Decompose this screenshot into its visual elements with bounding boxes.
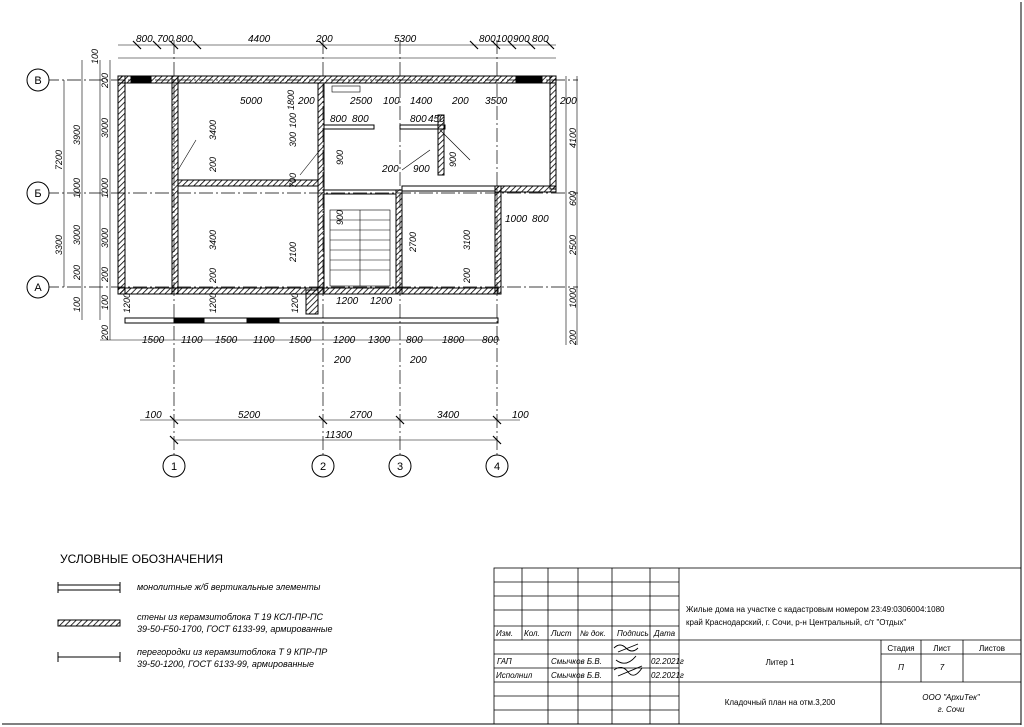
dim-label: 1200 (336, 296, 359, 307)
dim-label: 800 (482, 335, 499, 346)
dim-label: 200 (208, 267, 218, 283)
dim-label: 200 (208, 156, 218, 172)
legend (58, 552, 333, 669)
svg-text:4: 4 (493, 461, 501, 473)
bottom-dimensions (142, 335, 529, 441)
dim-label: 3900 (72, 124, 82, 145)
stamp-role: ГАП (497, 657, 512, 666)
dim-label: 200 (462, 267, 472, 283)
stamp-header-cell: № док. (580, 629, 606, 638)
dim-label: 900 (335, 209, 345, 225)
dim-label: 4100 (568, 127, 578, 148)
company-name: ООО "АрхиТек" (922, 693, 980, 702)
axis-marker-2 (312, 455, 334, 477)
dim-label: 800 (330, 114, 347, 125)
dim-label: 3000 (72, 224, 82, 245)
dim-label: 1300 (368, 335, 391, 346)
dim-label: 300 (288, 131, 298, 147)
legend-item-monolithic (58, 582, 321, 593)
dim-label: 1200 (208, 292, 218, 313)
legend-item-text: 39-50-1200, ГОСТ 6133-99, армированные (137, 659, 314, 669)
dim-label: 600 (568, 190, 578, 206)
dim-label: 1500 (142, 335, 165, 346)
legend-item-text: стены из керамзитоблока Т 19 КСЛ-ПР-ПС (137, 612, 324, 622)
dim-label: 800 (136, 34, 153, 45)
interior-dimensions (122, 90, 549, 313)
svg-text:1: 1 (170, 461, 178, 473)
dim-label: 200 (100, 72, 110, 88)
svg-text:2: 2 (319, 461, 327, 473)
project-title-line1: Жилые дома на участке с кадастровым номером 23:49:0306004:1080 (686, 605, 945, 614)
dim-label: 1200 (333, 335, 356, 346)
legend-item-partitions (58, 647, 327, 669)
dim-label: 1000 (100, 177, 110, 198)
dim-label: 1000 (505, 214, 528, 225)
svg-text:Б: Б (34, 188, 42, 200)
dim-label: 100 (288, 112, 298, 128)
dim-label: 200 (452, 96, 469, 107)
dim-label: 3400 (437, 410, 460, 421)
legend-title: УСЛОВНЫЕ ОБОЗНАЧЕНИЯ (60, 552, 224, 566)
dim-label: 11300 (325, 430, 353, 441)
dim-label: 1100 (253, 335, 275, 346)
dim-label: 900 (335, 149, 345, 165)
dim-label: 2500 (568, 234, 578, 255)
project-title-line2: край Краснодарский, г. Сочи, р-н Центральный, с/т "Отдых" (686, 618, 907, 627)
axis-marker-3 (389, 455, 411, 477)
dim-label: 100 (512, 410, 529, 421)
stamp-header-cell: Изм. (496, 629, 514, 638)
object-name: Литер 1 (765, 658, 795, 667)
dim-label: 3000 (100, 117, 110, 138)
sheet-title: Кладочный план на отм.3,200 (724, 698, 836, 707)
dim-label: 800 (410, 114, 427, 125)
stamp-header-cell: Лист (551, 629, 572, 638)
dim-label: 1800 (286, 89, 296, 110)
top-dimensions (136, 34, 549, 45)
axis-marker-4 (486, 455, 508, 477)
dim-label: 900 (413, 164, 430, 175)
sheet-label: Лист (933, 644, 951, 653)
company-city: г. Сочи (937, 705, 965, 714)
dim-label: 100 (383, 96, 400, 107)
dim-label: 100 (496, 34, 513, 45)
stage-label: Стадия (887, 644, 915, 653)
dim-label: 1200 (122, 292, 132, 313)
sheet-value: 7 (939, 663, 945, 672)
axis-marker-b (27, 182, 49, 204)
axis-marker-v (27, 69, 49, 91)
dim-label: 200 (100, 266, 110, 282)
dim-label: 200 (298, 96, 315, 107)
legend-item-text: перегородки из керамзитоблока Т 9 КПР-ПР (137, 647, 328, 657)
dim-label: 100 (90, 48, 100, 64)
dim-label: 200 (100, 324, 110, 340)
svg-text:В: В (34, 75, 42, 87)
dim-label: 200 (568, 329, 578, 345)
dim-label: 1000 (568, 287, 578, 308)
dim-label: 200 (72, 264, 82, 280)
dim-label: 200 (410, 355, 427, 366)
dim-label: 450 (428, 114, 445, 125)
dim-label: 1800 (442, 335, 465, 346)
stamp-header-cell: Дата (654, 629, 676, 638)
dim-label: 2700 (350, 410, 373, 421)
dim-label: 2700 (408, 231, 418, 252)
stage-value: П (898, 663, 904, 672)
dim-label: 3500 (485, 96, 508, 107)
stamp-date: 02.2021г (651, 671, 684, 680)
legend-item-text: монолитные ж/б вертикальные элементы (137, 582, 321, 592)
dim-label: 800 (176, 34, 193, 45)
sheets-label: Листов (979, 644, 1005, 653)
stamp-date: 02.2021г (651, 657, 684, 666)
axis-marker-1 (163, 455, 185, 477)
dim-label: 200 (560, 96, 577, 107)
dim-label: 100 (72, 296, 82, 312)
dim-label: 800 (532, 214, 549, 225)
dim-label: 700 (157, 34, 174, 45)
dim-label: 900 (513, 34, 530, 45)
dim-label: 7200 (54, 149, 64, 170)
stamp-role: Исполнил (496, 671, 533, 680)
dim-label: 800 (479, 34, 496, 45)
dim-label: 1200 (370, 296, 393, 307)
stamp-name: Смычков Б.В. (551, 671, 602, 680)
dim-label: 200 (334, 355, 351, 366)
dim-label: 100 (145, 410, 162, 421)
dim-label: 1400 (410, 96, 433, 107)
stamp-header-cell: Подпись (617, 629, 649, 638)
dim-label: 200 (382, 164, 399, 175)
dim-label: 1500 (289, 335, 312, 346)
legend-item-text: 39-50-F50-1700, ГОСТ 6133-99, армированные (137, 624, 333, 634)
title-block-text (496, 605, 1005, 714)
dim-label: 1200 (290, 292, 300, 313)
dim-label: 900 (448, 151, 458, 167)
dim-label: 3400 (208, 229, 218, 250)
dim-label: 100 (100, 294, 110, 310)
dim-label: 2500 (350, 96, 373, 107)
stamp-header-cell: Кол. (524, 629, 540, 638)
dim-label: 5300 (394, 34, 417, 45)
dim-label: 800 (406, 335, 423, 346)
dim-label: 1500 (215, 335, 238, 346)
dim-label: 3300 (54, 234, 64, 255)
stamp-name: Смычков Б.В. (551, 657, 602, 666)
dim-label: 1100 (181, 335, 203, 346)
svg-text:А: А (34, 282, 42, 294)
right-dimensions (559, 96, 578, 346)
dim-label: 700 (288, 172, 298, 188)
dim-label: 2100 (288, 241, 298, 262)
dim-label: 5000 (240, 96, 263, 107)
dim-label: 800 (352, 114, 369, 125)
dim-label: 3000 (100, 227, 110, 248)
dim-label: 200 (316, 34, 333, 45)
dim-label: 800 (532, 34, 549, 45)
legend-item-walls (58, 612, 333, 634)
dim-label: 4400 (248, 34, 271, 45)
axis-marker-a (27, 276, 49, 298)
svg-text:3: 3 (396, 461, 404, 473)
dim-label: 5200 (238, 410, 261, 421)
dim-label: 3400 (208, 119, 218, 140)
dim-label: 3100 (462, 229, 472, 250)
dim-label: 1000 (72, 177, 82, 198)
